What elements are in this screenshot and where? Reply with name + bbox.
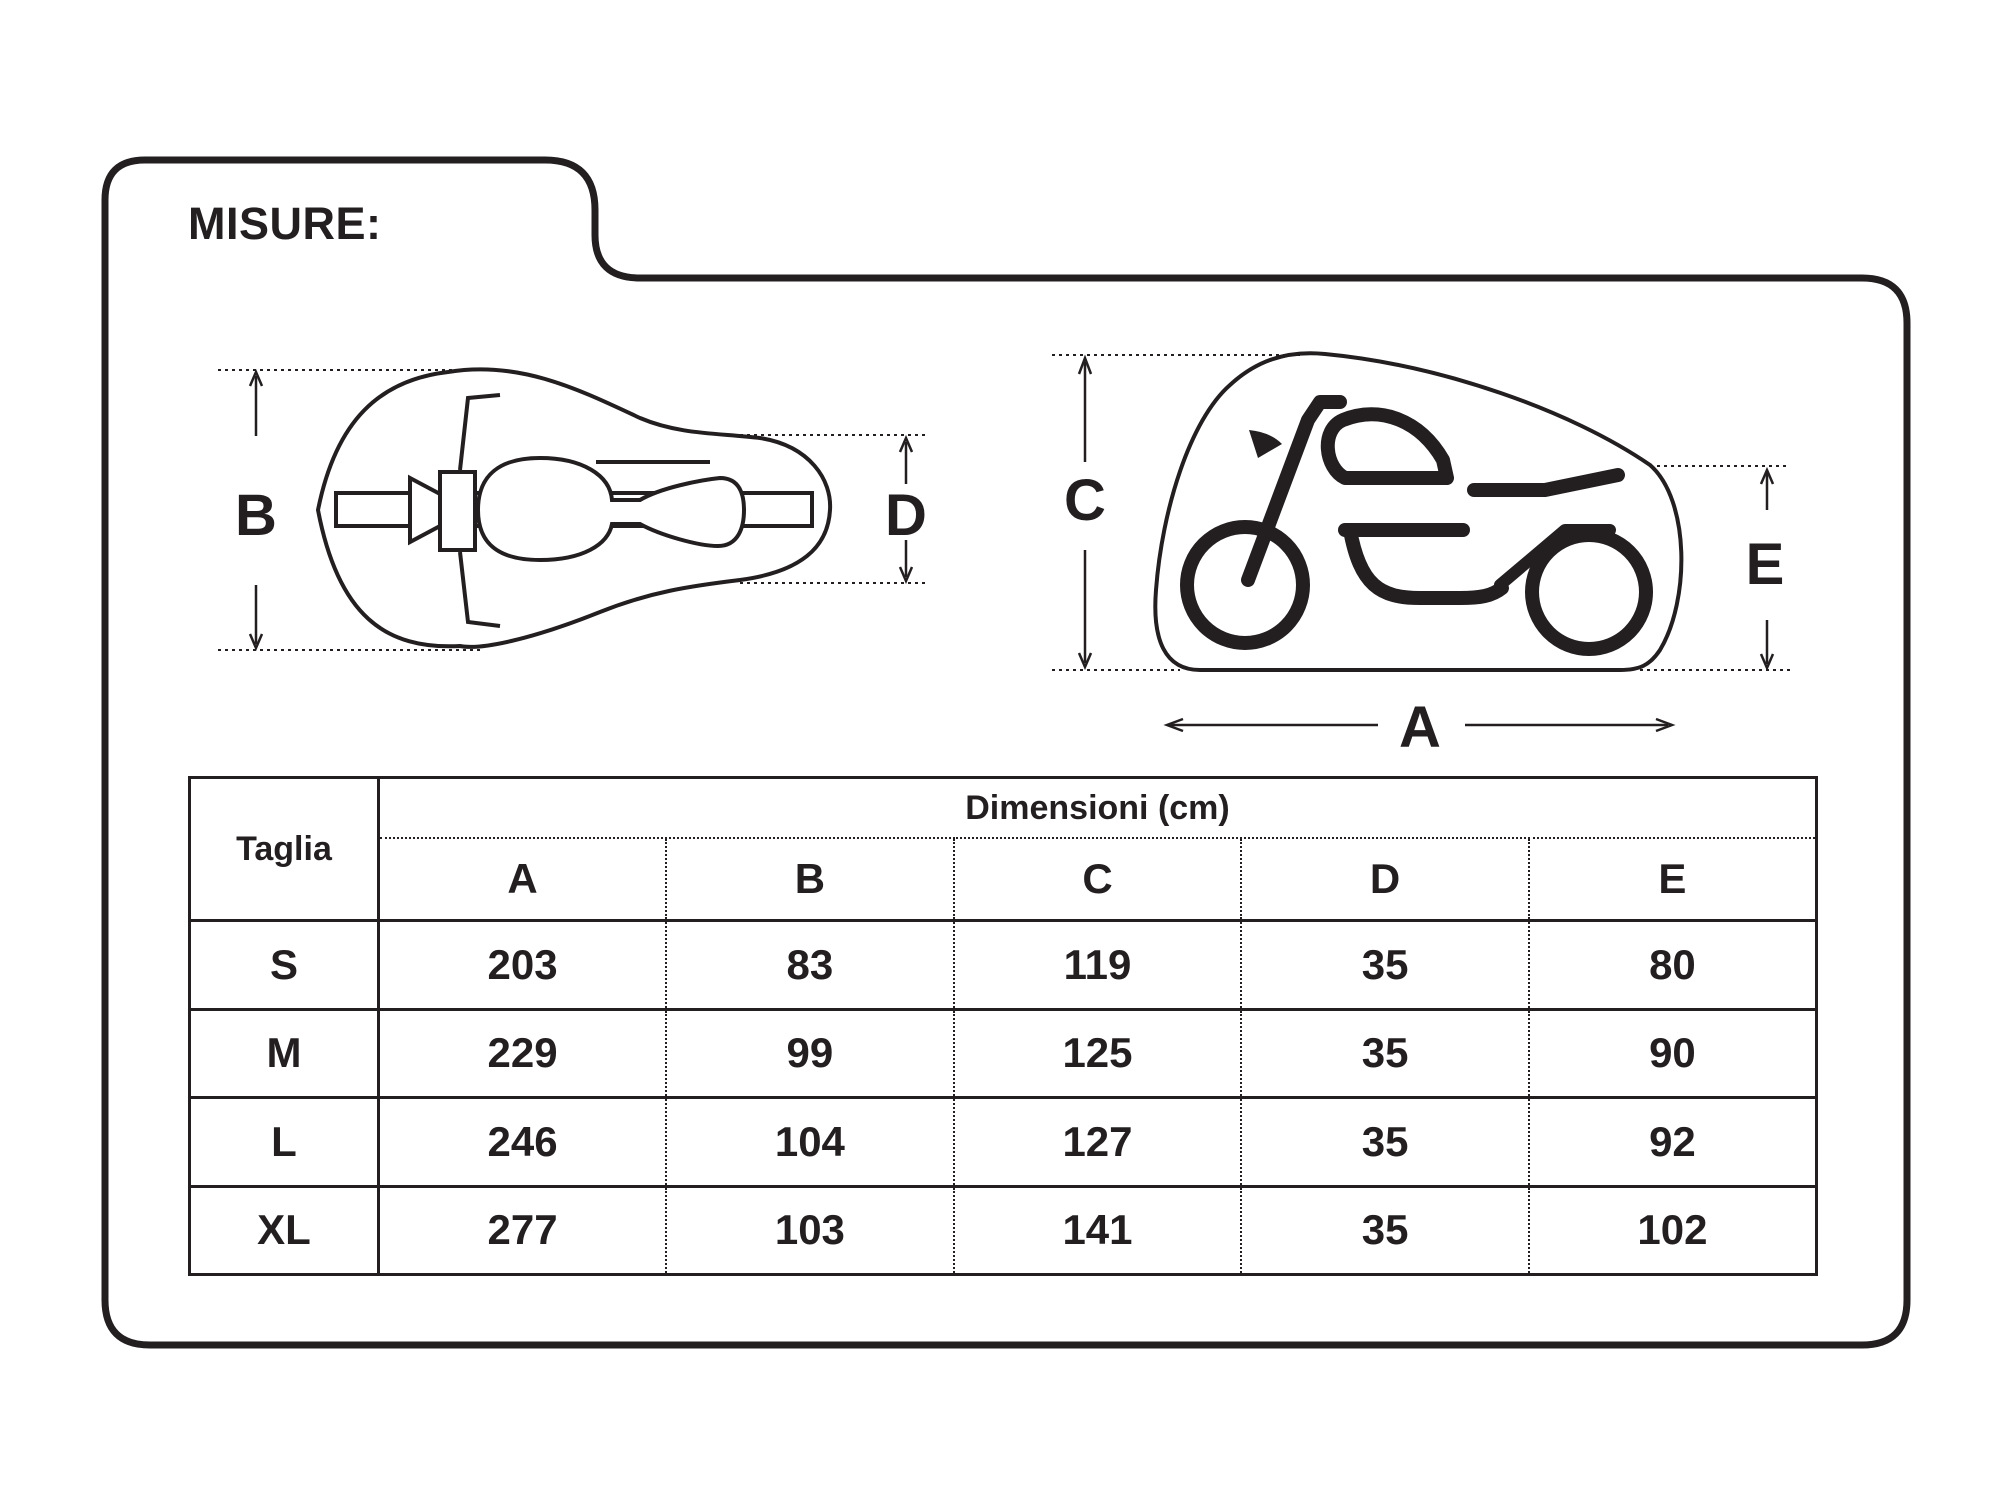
value-cell: 90 xyxy=(1529,1009,1817,1098)
label-b: B xyxy=(235,483,277,548)
column-header-a: A xyxy=(379,838,667,921)
size-table xyxy=(188,776,1818,1276)
size-cell: L xyxy=(190,1098,379,1187)
value-cell: 141 xyxy=(954,1186,1242,1275)
value-cell: 277 xyxy=(487,1206,558,1254)
value-cell: 229 xyxy=(379,1009,667,1098)
size-cell: XL xyxy=(190,1186,379,1275)
table-header-row xyxy=(190,778,1817,839)
value-cell: 92 xyxy=(1529,1098,1817,1187)
table-row xyxy=(190,1098,1817,1187)
label-c: C xyxy=(1064,468,1106,533)
value-cell: 125 xyxy=(954,1009,1242,1098)
top-view-diagram xyxy=(218,369,925,650)
value-cell: 83 xyxy=(666,921,954,1010)
value-cell: 35 xyxy=(1241,1009,1529,1098)
value-cell: 103 xyxy=(666,1186,954,1275)
column-header-c: C xyxy=(954,838,1242,921)
value-cell: 80 xyxy=(1529,921,1817,1010)
size-column-header: Taglia xyxy=(190,778,379,921)
size-cell: S xyxy=(190,921,379,1010)
value-cell: 99 xyxy=(666,1009,954,1098)
table-row xyxy=(190,1186,1817,1275)
column-header-d: D xyxy=(1241,838,1529,921)
label-d: D xyxy=(885,483,927,548)
value-cell: 119 xyxy=(954,921,1242,1010)
cover-side-outline xyxy=(1155,353,1681,670)
value-cell: 127 xyxy=(954,1098,1242,1187)
value-cell: 102 xyxy=(1529,1186,1817,1275)
column-header-e: E xyxy=(1529,838,1817,921)
table-row xyxy=(190,921,1817,1010)
value-cell: 246 xyxy=(379,1098,667,1187)
label-e: E xyxy=(1745,532,1785,597)
value-cell: 35 xyxy=(1241,921,1529,1010)
side-view-diagram xyxy=(1052,353,1790,731)
label-a: A xyxy=(1399,695,1441,760)
value-cell: 35 xyxy=(1241,1098,1529,1187)
value-cell: 203 xyxy=(379,921,667,1010)
size-cell: M xyxy=(190,1009,379,1098)
column-header-b: B xyxy=(666,838,954,921)
table-letter-row xyxy=(190,838,1817,921)
table-row xyxy=(190,1009,1817,1098)
page-title: MISURE: xyxy=(188,198,382,249)
value-cell: 104 xyxy=(666,1098,954,1187)
value-cell: 35 xyxy=(1241,1186,1529,1275)
dimensions-header: Dimensioni (cm) xyxy=(379,778,1817,839)
